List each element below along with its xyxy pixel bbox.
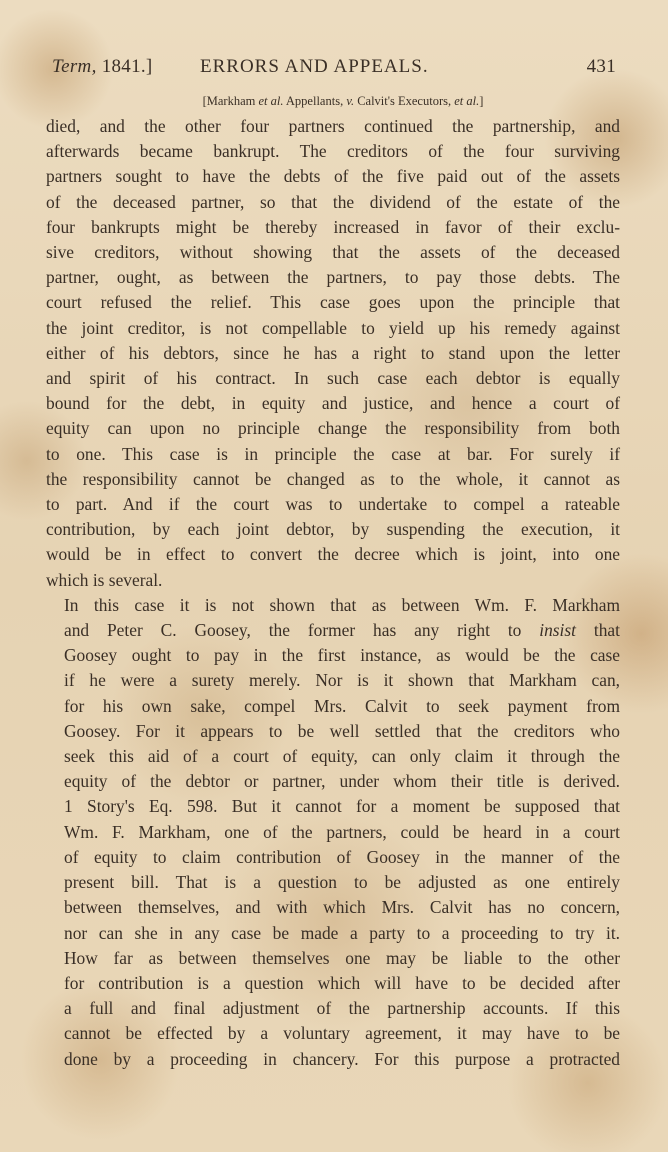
text-line: and spirit of his contract. In such case each debtor is equally	[46, 368, 620, 389]
opinion-text	[46, 114, 620, 1072]
running-head-appellants: Appellants,	[285, 94, 344, 108]
text-line: partner, ought, as between the partners, to pay those debts. The	[46, 267, 620, 288]
page-header	[46, 50, 620, 88]
text-line: Goosey. For it appears to be well settled that the creditors who	[64, 720, 620, 741]
running-head-party1: [Markham	[202, 94, 256, 108]
text-line: the responsibility cannot be changed as to the whole, it cannot as	[46, 468, 620, 489]
text-line: equity of the debtor or partner, under whom their title is derived.	[64, 771, 620, 792]
paragraph-2	[46, 593, 620, 1072]
page-number: 431	[586, 56, 616, 77]
running-head-party2: Calvit's Executors,	[357, 94, 452, 108]
text-line: for his own sake, compel Mrs. Calvit to seek payment from	[64, 695, 620, 716]
text-line: partners sought to have the debts of the five paid out of the assets	[46, 166, 620, 187]
text-line: four bankrupts might be thereby increased in favor of their exclu-	[46, 216, 620, 237]
running-head-et-al-2: et al.	[454, 94, 480, 108]
text-line: which is several.	[46, 569, 163, 590]
emphasized-word: insist	[539, 620, 576, 641]
running-head-close: ]	[479, 94, 484, 108]
text-line: for contribution is a question which will have to be decided after	[64, 972, 620, 993]
text-line: Goosey ought to pay in the first instance, as would be the case	[64, 645, 620, 666]
text-line: court refused the relief. This case goes upon the principle that	[46, 292, 620, 313]
text-line: the joint creditor, is not compellable to yield up his remedy against	[46, 317, 620, 338]
section-title: ERRORS AND APPEALS.	[200, 56, 429, 77]
term-label	[52, 56, 153, 78]
text-line: done by a proceeding in chancery. For this purpose a protracted	[64, 1048, 620, 1069]
book-page	[46, 50, 620, 1072]
text-line: How far as between themselves one may be liable to the other	[64, 947, 620, 968]
text-line: would be in effect to convert the decree which is joint, into one	[46, 544, 620, 565]
text-line: between themselves, and with which Mrs. Calvit has no concern,	[64, 897, 620, 918]
text-line: equity can upon no principle change the responsibility from both	[46, 418, 620, 439]
text-line: cannot be effected by a voluntary agreement, it may have to be	[64, 1023, 620, 1044]
text-line: of equity to claim contribution of Goosey in the manner of the	[64, 846, 620, 867]
case-running-head	[46, 92, 620, 110]
text-line: present bill. That is a question to be adjusted as one entirely	[64, 872, 620, 893]
text-line: 1 Story's Eq. 598. But it cannot for a moment be supposed that	[64, 796, 620, 817]
text-line: a full and final adjustment of the partnership accounts. If this	[64, 998, 620, 1019]
term-word: Term,	[52, 56, 97, 77]
term-year: 1841.]	[101, 56, 153, 77]
text-line: afterwards became bankrupt. The creditors of the four surviving	[46, 141, 620, 162]
text-line: contribution, by each joint debtor, by suspending the execution, it	[46, 519, 620, 540]
text-fragment: and Peter C. Goosey, the former has any right to	[64, 620, 522, 641]
text-line: died, and the other four partners continued the partnership, and	[46, 116, 620, 136]
text-line: nor can she in any case be made a party to a proceeding to try it.	[64, 922, 620, 943]
text-line: of the deceased partner, so that the dividend of the estate of the	[46, 191, 620, 212]
text-line: to part. And if the court was to undertake to compel a rateable	[46, 494, 620, 515]
paragraph-1	[46, 114, 620, 593]
text-line: Wm. F. Markham, one of the partners, could be heard in a court	[64, 821, 620, 842]
text-fragment: that	[593, 620, 620, 641]
text-line: sive creditors, without showing that the assets of the deceased	[46, 242, 620, 263]
text-line: In this case it is not shown that as between Wm. F. Markham	[64, 594, 620, 615]
text-line: bound for the debt, in equity and justice, and hence a court of	[46, 393, 620, 414]
running-head-versus: v.	[346, 94, 355, 108]
text-line: either of his debtors, since he has a right to stand upon the letter	[46, 342, 620, 363]
text-line: seek this aid of a court of equity, can only claim it through the	[64, 746, 620, 767]
running-head-et-al-1: et al.	[258, 94, 284, 108]
text-line: to one. This case is in principle the case at bar. For surely if	[46, 443, 620, 464]
text-line: if he were a surety merely. Nor is it shown that Markham can,	[64, 670, 620, 691]
text-line	[46, 618, 620, 643]
